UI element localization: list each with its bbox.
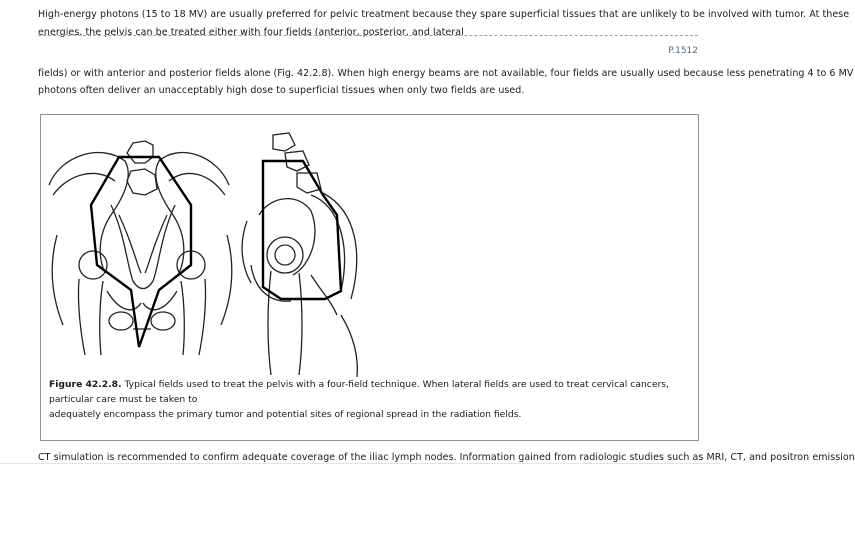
section-divider [0,463,720,464]
paragraph-line: High-energy photons (15 to 18 MV) are usually preferred for pelvic treatment because they spare superficial tissues that are unlikely to be involved with tumor. At these [38,9,850,20]
paragraph-line: photons often deliver an unacceptably high dose to superficial tissues when only two fields are used. [38,85,525,96]
figure-label: Figure 42.2.8. [49,379,122,390]
paragraph-line: CT simulation is recommended to confirm adequate coverage of the iliac lymph nodes. Information gained from radiologic studies such as MRI, CT, and positron emission [38,452,855,463]
page-break-divider [38,35,698,36]
figure-box [40,114,699,441]
paragraph-line: energies, the pelvis can be treated either with four fields (anterior, posterior, and lateral [38,27,464,38]
figure-caption [49,377,689,422]
caption-text: adequately encompass the primary tumor and potential sites of regional spread in the radiation fields. [49,409,522,420]
anterior-pelvis-view [49,141,232,355]
lateral-field-outline [263,161,341,299]
ap-field-outline [91,157,191,347]
paragraph-line: fields) or with anterior and posterior fields alone (Fig. 42.2.8). When high energy beams are not available, four fields are usually used because less penetrating 4 to 6 MV [38,68,854,79]
page-number: P.1512 [668,46,698,56]
caption-text: Typical fields used to treat the pelvis with a four-field technique. When lateral fields are used to treat cervical cancers, particular care must be taken to [49,379,669,405]
